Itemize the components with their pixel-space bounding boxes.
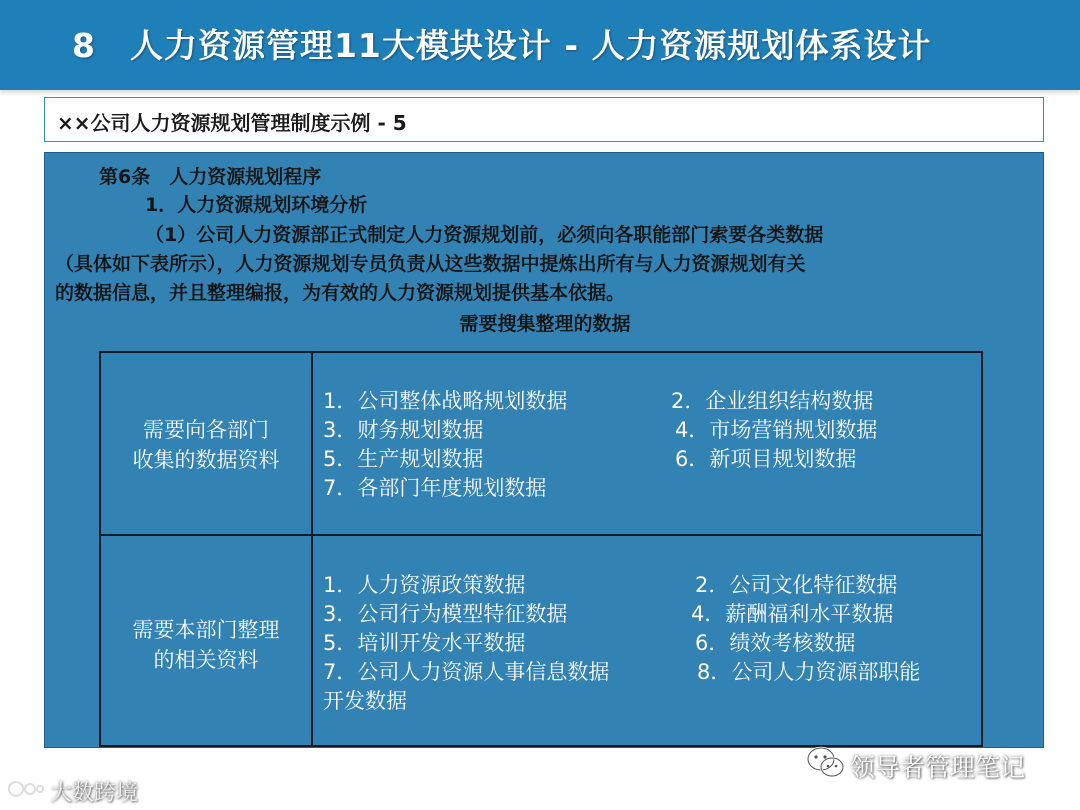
row-label-line: 的相关资料: [153, 648, 259, 672]
table-item: 8．公司人力资源部职能: [697, 660, 921, 684]
subtitle-text: ××公司人力资源规划管理制度示例 - 5: [57, 111, 407, 135]
table-item: 6．新项目规划数据: [675, 447, 857, 471]
brand-logo-icon: [6, 775, 46, 803]
table-item: 6．绩效考核数据: [695, 631, 856, 655]
table-item: 7．公司人力资源人事信息数据: [323, 660, 610, 684]
row-label-own-department: [101, 615, 311, 675]
table-title: 需要搜集整理的数据: [459, 313, 631, 335]
table-item: 3．公司行为模型特征数据: [323, 602, 568, 626]
table-item: 开发数据: [323, 689, 407, 713]
table-row-divider: [101, 534, 981, 536]
table-item: 4．市场营销规划数据: [675, 418, 878, 442]
table-item: 7．各部门年度规划数据: [323, 476, 547, 500]
row-label-line: 收集的数据资料: [132, 448, 280, 472]
section-heading: 1．人力资源规划环境分析: [145, 194, 368, 216]
paragraph-line-2: （具体如下表所示），人力资源规划专员负责从这些数据中提炼出所有与人力资源规划有关: [55, 253, 806, 275]
data-table: [99, 351, 983, 747]
title-bar: [0, 0, 1080, 90]
table-item: 5．生产规划数据: [323, 447, 484, 471]
row-label-line: 需要本部门整理: [132, 618, 280, 642]
content-panel: [44, 152, 1044, 748]
row-label-line: 需要向各部门: [143, 418, 269, 442]
table-item: 1．公司整体战略规划数据: [323, 389, 568, 413]
article-heading: 第6条 人力资源规划程序: [99, 166, 322, 188]
brand-watermark: 大数跨境: [50, 781, 139, 806]
wechat-watermark: 领导者管理笔记: [850, 753, 1026, 782]
paragraph-line-3: 的数据信息，并且整理编报，为有效的人力资源规划提供基本依据。: [55, 282, 626, 304]
row-label-departments: [101, 415, 311, 475]
table-column-divider: [311, 353, 313, 745]
paragraph-line-1: （1）公司人力资源部正式制定人力资源规划前，必须向各职能部门索要各类数据: [145, 224, 824, 246]
page-title: 8 人力资源管理11大模块设计 - 人力资源规划体系设计: [72, 26, 932, 65]
table-item: 3．财务规划数据: [323, 418, 484, 442]
table-item: 2．公司文化特征数据: [695, 573, 898, 597]
table-item: 1．人力资源政策数据: [323, 573, 526, 597]
wechat-icon: [806, 746, 846, 780]
table-item: 2．企业组织结构数据: [671, 389, 874, 413]
subtitle-box: [44, 97, 1044, 142]
table-item: 4．薪酬福利水平数据: [691, 602, 894, 626]
table-item: 5．培训开发水平数据: [323, 631, 526, 655]
